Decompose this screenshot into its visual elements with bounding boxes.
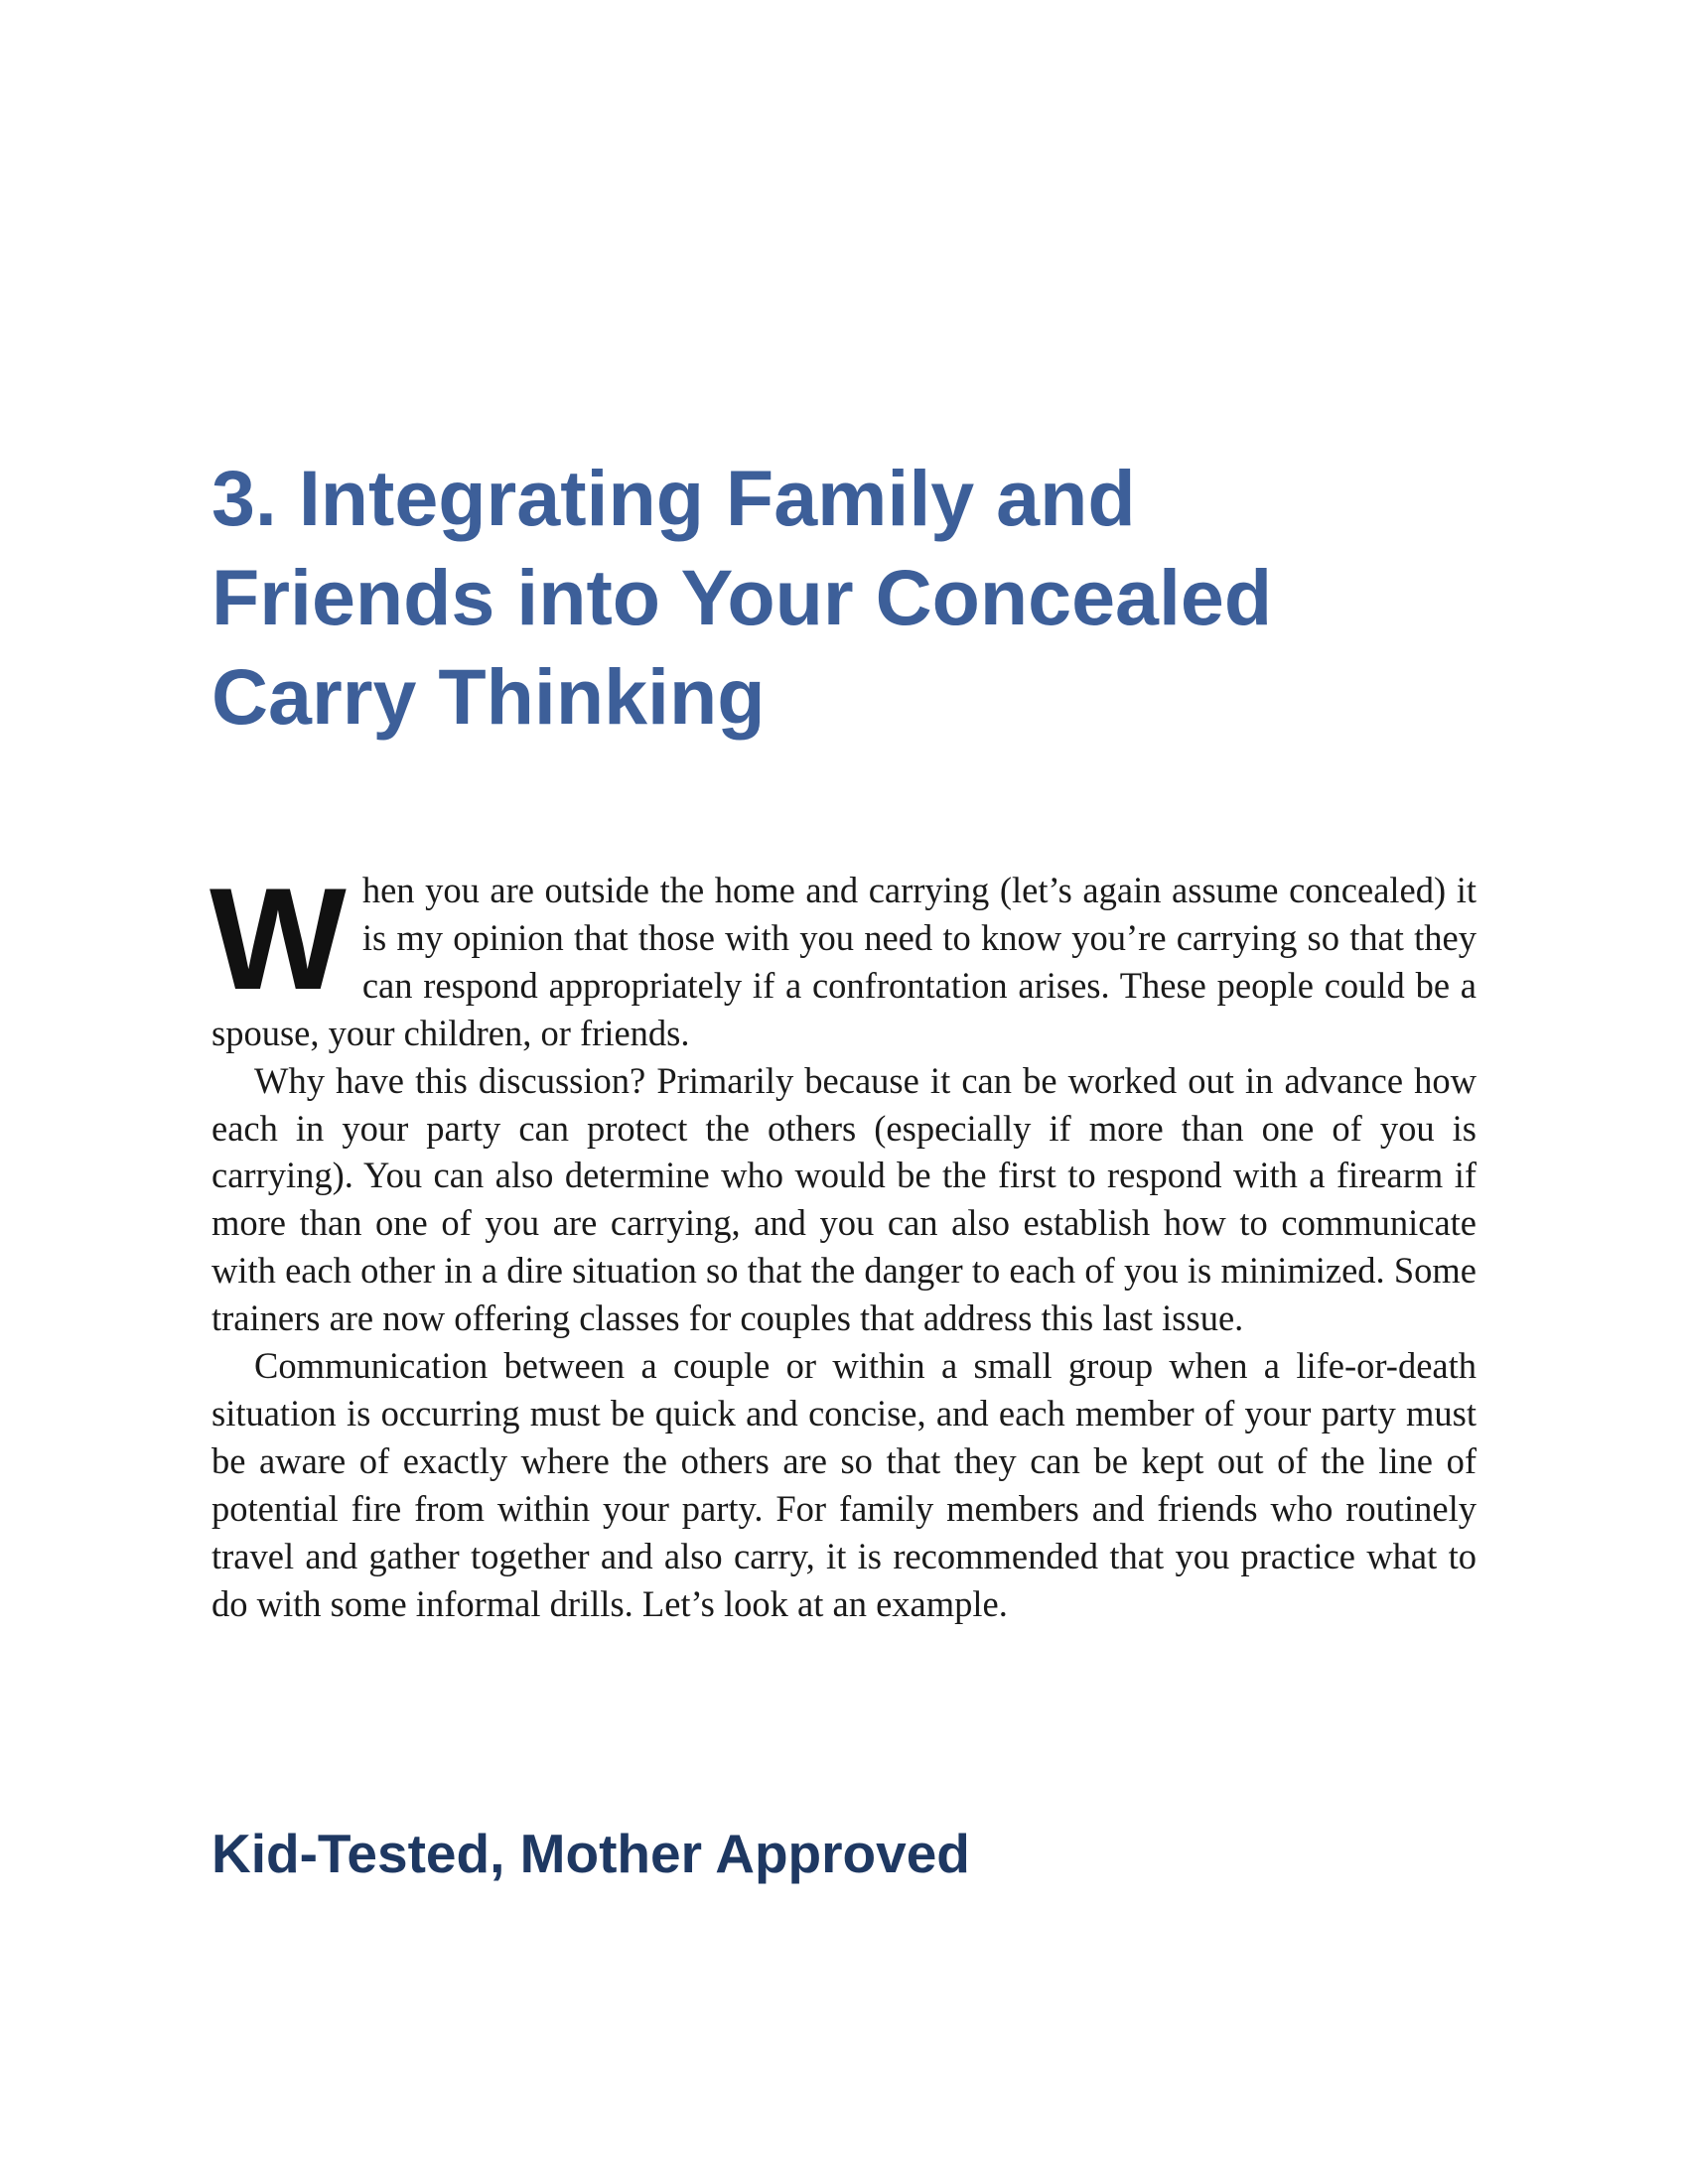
section-heading: Kid-Tested, Mother Approved <box>211 1823 970 1884</box>
paragraph-2: Why have this discussion? Primarily because it can be worked out in advance how each in your party can protect the others (especially if more than one of you is carrying). You can also determine who would be the first to respond with a firearm if more than one of you are carrying, and you can also establish how to communicate with each other in a dire situation so that the danger to each of you is minimized. Some trainers are now offering classes for couples that address this last issue. <box>211 1059 1477 1339</box>
document-page <box>211 0 1477 2184</box>
body-text <box>210 858 1477 1628</box>
paragraph-1-text: hen you are outside the home and carrying (let’s again assume concealed) it is my opinion that those with you need to know you’re carrying so that they can respond appropriately if a confrontation arises. These people could be a spouse, your children, or friends. <box>211 870 1477 1053</box>
paragraph-3: Communication between a couple or within a small group when a life-or-death situation is occurring must be quick and concise, and each member of your party must be aware of exactly where the others are so that they can be kept out of the line of potential fire from within your party. For family members and friends who routinely travel and gather together and also carry, it is recommended that you practice what to do with some informal drills. Let’s look at an example. <box>211 1345 1477 1624</box>
chapter-title <box>211 449 1477 747</box>
chapter-title-line-2: Friends into Your Concealed <box>211 553 1273 641</box>
drop-cap: W <box>210 858 347 1020</box>
chapter-title-line-3: Carry Thinking <box>211 652 766 741</box>
paragraph-1 <box>210 858 1477 1057</box>
chapter-title-line-1: 3. Integrating Family and <box>211 454 1136 542</box>
